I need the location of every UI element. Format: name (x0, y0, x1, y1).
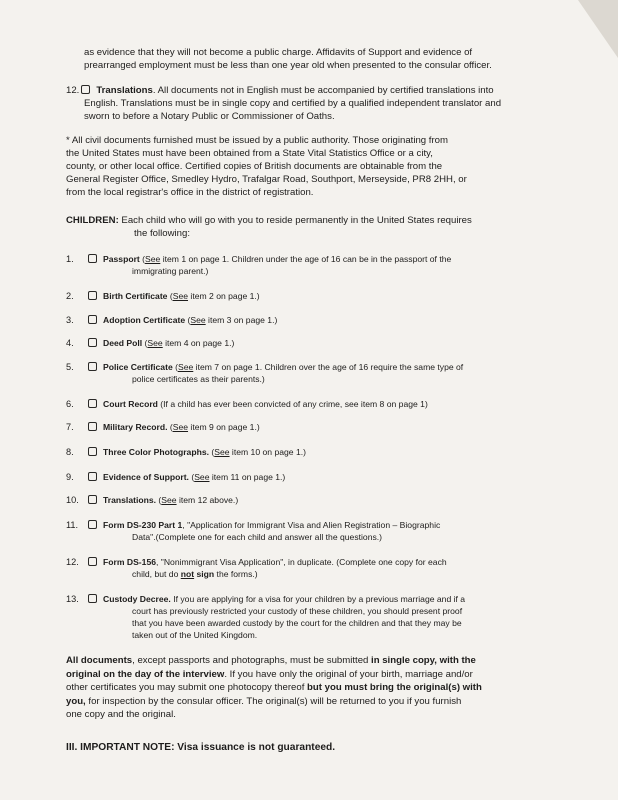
checkbox-icon (88, 315, 97, 324)
document-page: as evidence that they will not become a public charge. Affidavits of Support and evidence of prearranged employment must be less than one year old when presented to the consular officer. 12. Translations. All documents not in English must be accompanied by certified translations into English. Translations must be in single copy and certified by a qualified independent translator and sworn to before a Notary Public or Commissioner of Oaths. * All civil documents furnished must be issued by a public authority. Those originating from the United States must have been obtained from a State Vital Statistics Office or a city, county, or other local office. Certified copies of British documents are obtainable from the General Register Office, Smedley Hydro, Trafalgar Road, Southport, Merseyside, PR8 2HH, or from the local registrar's office in the district of registration. CHILDREN: Each child who will go with you to reside permanently in the United States requires the following: 1. Passport (See item 1 on page 1. Children under the age of 16 can be in the passport of the immigrating parent.) 2. Birth Certificate (See item 2 on page 1.) 3. Adoption Certificate (See item 3 on page 1.) 4. Deed Poll (See item 4 on page 1.) 5. Police Certificate (See item 7 on page 1. Children over the age of 16 require the same type of police certificates as their parents.) 6. Court Record (If a child has ever been convicted of any crime, see item 8 on page 1) 7. Military Record. (See item 9 on page 1.) 8. Three Color Photographs. (See item 10 on page 1.) 9. Evidence of Support. (See item 11 on page 1.) 10. Translations. (See item 12 above.) 11. Form DS-230 Part 1, "Application for Immigrant Visa and Alien Registration – Biographic Data".(Complete one for each child and answer all the questions.) 12. Form DS-156, "Nonimmigrant Visa Application", in duplicate. (Complete one copy for each child, but do not sign the forms.) 13. Custody Decree. If you are applying for a visa for your children by a previous marriage and if a court has previously restricted your custody of these children, you should present proof that you have been awarded custody by the court for the children and that they may be taken out of the United Kingdom. All documents, except passports and photographs, must be submitted in single copy, with the original on the day of the interview. If you have only the original of your birth, marriage and/or other certificates you may submit one photocopy thereof but you must bring the original(s) with you, for inspection by the consular officer. The original(s) will be returned to you if you furnish one copy and the original. III. IMPORTANT NOTE: Visa issuance is not guaranteed. (0, 0, 618, 800)
children-heading: CHILDREN: Each child who will go with you to reside permanently in the United States requires the following: (66, 215, 472, 239)
checkbox-icon (88, 291, 97, 300)
checkbox-icon (88, 495, 97, 504)
checkbox-icon (88, 447, 97, 456)
civil-documents-note: * All civil documents furnished must be issued by a public authority. Those originating from the United States must have been obtained from a State Vital Statistics Office or a city, county, or other local office. Certified copies of British documents are obtainable from the General Register Office, Smedley Hydro, Trafalgar Road, Southport, Merseyside, PR8 2HH, or from the local registrar's office in the district of registration. (66, 135, 467, 198)
checkbox-icon (88, 557, 97, 566)
page-corner-fold (578, 0, 618, 58)
checkbox-icon (81, 85, 90, 94)
checkbox-icon (88, 520, 97, 529)
checkbox-icon (88, 399, 97, 408)
support-evidence-paragraph: as evidence that they will not become a public charge. Affidavits of Support and evidence of prearranged employment must be less than one year old when presented to the consular officer. (84, 47, 492, 71)
checkbox-icon (88, 594, 97, 603)
checkbox-icon (88, 254, 97, 263)
checkbox-icon (88, 422, 97, 431)
checkbox-icon (88, 472, 97, 481)
item-12-translations: 12. Translations. All documents not in English must be accompanied by certified translations into English. Translations must be in single copy and certified by a qualified independent translator and sworn to before a Notary Public or Commissioner of Oaths. (66, 85, 502, 122)
important-note: III. IMPORTANT NOTE: Visa issuance is not guaranteed. (66, 742, 336, 753)
checkbox-icon (88, 338, 97, 347)
all-documents-paragraph: All documents, except passports and photographs, must be submitted in single copy, with the original on the day of the interview. If you have only the original of your birth, marriage and/or other certificates you may submit one photocopy thereof but you must bring the original(s) with you, for inspection by the consular officer. The original(s) will be returned to you if you furnish one copy and the original. (66, 655, 482, 721)
checkbox-icon (88, 362, 97, 371)
